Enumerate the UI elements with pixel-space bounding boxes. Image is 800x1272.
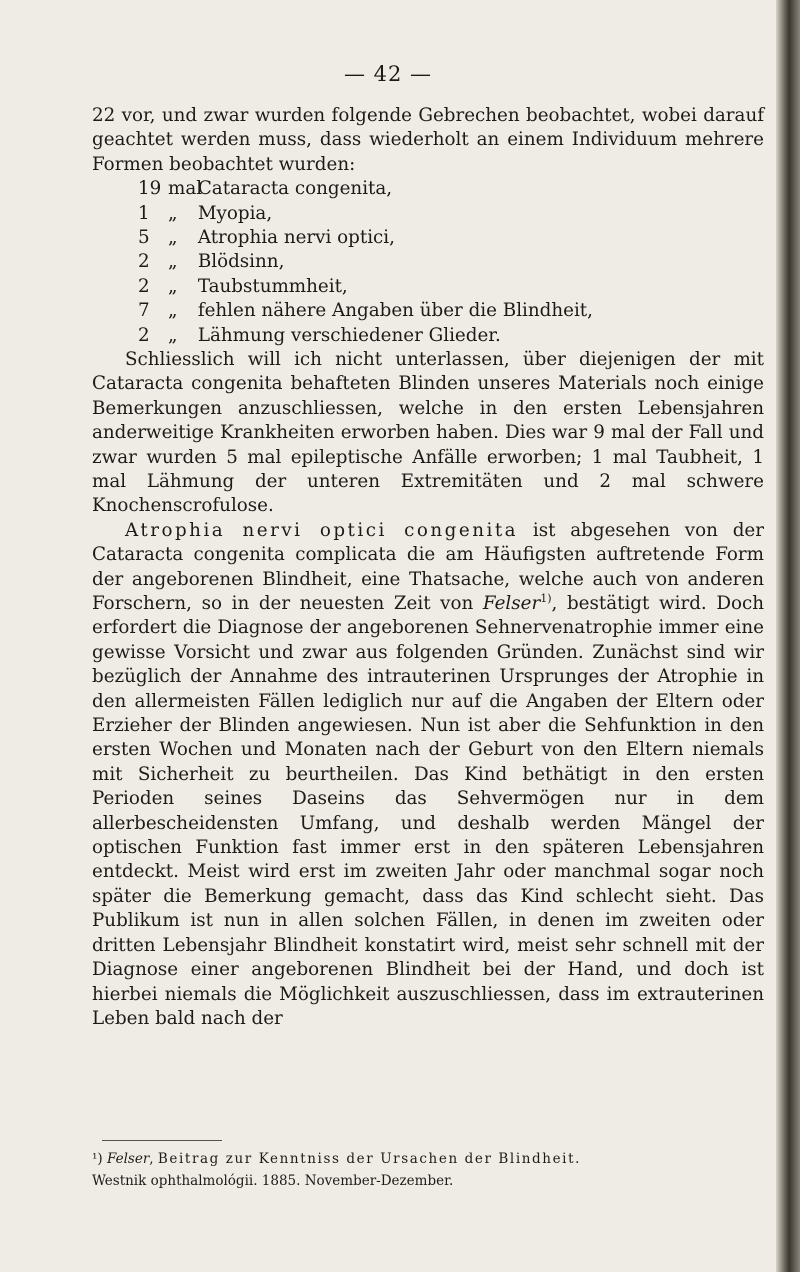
list-text: fehlen nähere Angaben über die Blindheit, [197, 300, 593, 322]
list-item [138, 177, 764, 201]
footnote-line-1: ¹) Felser, Beitrag zur Kenntniss der Ursachen der Blindheit. [92, 1151, 582, 1167]
conclusion-paragraph: Schliesslich will ich nicht unterlassen, über diejenigen der mit Cataracta congenita behafteten Blinden unseres Materials noch einige Bemerkungen anzuschliessen, welche in den ersten Lebensjahren anderweitige Krankheiten erworben haben. Dies war 9 mal der Fall und zwar wurden 5 mal epileptische Anfälle erworben; 1 mal Taubheit, 1 mal Lähmung der unteren Extremitäten und 2 mal schwere Knochenscrofulose. [92, 348, 764, 517]
list-text: Cataracta congenita, [197, 178, 393, 200]
defect-list [138, 177, 764, 348]
footnote [92, 1148, 764, 1192]
author-citation: Felser [482, 593, 541, 615]
list-count: 2 [138, 324, 150, 346]
atrophy-text-1: ist abgesehen von der Cataracta congenita complicata die am Häufigsten auftretende Form der angeborenen Blindheit, eine Thatsache, welche auch von anderen Forschern, so in der neuesten Zeit von [92, 519, 764, 615]
atrophy-text-2: , bestätigt wird. Doch erfordert die Diagnose der angeborenen Sehnervenatrophie immer eine gewisse Vorsicht und zwar aus folgenden Gründen. Zunächst sind wir bezüglich der Annahme des intrauterinen Ursprunges der Atrophie in den allermeisten Fällen lediglich nur auf die Angaben der Eltern oder Erzieher der Blinden angewiesen. Nun ist aber die Sehfunktion in den ersten Wochen und Monaten nach der Geburt von den Eltern niemals mit Sicherheit zu beurtheilen. Das Kind bethätigt in den ersten Perioden seines Daseins das Sehvermögen nur in dem allerbescheidensten Umfang, und deshalb werden Mängel der optischen Funktion fast immer erst in den späteren Lebensjahren entdeckt. Meist wird erst im zweiten Jahr oder manchmal sogar noch später die Bemerkung gemacht, dass das Kind schlecht sieht. Das Publikum ist nun in allen solchen Fällen, in denen im zweiten oder dritten Lebensjahr Blindheit konstatirt wird, meist sehr schnell mit der Diagnose einer angeborenen Blindheit bei der Hand, und doch ist hierbei niemals die Möglichkeit auszuschliessen, dass im extrauterinen Leben bald nach der [92, 593, 765, 1029]
footnote-title: Beitrag zur Kenntniss der Ursachen der Blindheit. [157, 1151, 582, 1167]
atrophy-heading: Atrophia nervi optici congenita [125, 519, 519, 541]
list-item [138, 324, 764, 348]
list-count: 2 [138, 251, 150, 273]
atrophy-paragraph [92, 519, 764, 1032]
list-item [138, 226, 764, 250]
list-item [138, 299, 764, 323]
body-text [92, 104, 764, 1031]
list-text: Atrophia nervi optici, [197, 227, 395, 248]
list-mark: „ [168, 324, 178, 346]
list-text: Myopia, [197, 202, 273, 224]
page-number: — 42 — [343, 62, 433, 86]
footnote-author: Felser [106, 1151, 150, 1167]
list-count: 19 [138, 178, 162, 200]
list-text: Lähmung verschiedener Glieder. [197, 324, 501, 346]
list-mark: „ [168, 275, 178, 297]
list-item [138, 250, 764, 274]
list-count: 7 [138, 300, 150, 322]
book-spine-edge [776, 0, 800, 1272]
list-mark: mal [168, 178, 203, 200]
list-text: Blödsinn, [197, 251, 285, 273]
intro-paragraph: 22 vor, und zwar wurden folgende Gebrechen beobachtet, wobei darauf geachtet werden muss, dass wiederholt an einem Individuum mehrere Formen beobachtet wurden: [92, 105, 764, 175]
footnote-reference: 1) [540, 591, 552, 605]
list-count: 1 [138, 202, 150, 224]
list-text: Taubstummheit, [197, 275, 348, 297]
list-count: 5 [138, 227, 150, 248]
footnote-line-2: Westnik ophthalmológii. 1885. November-Dezember. [92, 1173, 454, 1189]
list-mark: „ [168, 251, 178, 273]
list-mark: „ [168, 202, 178, 224]
footnote-marker: ¹) [92, 1151, 103, 1167]
footnote-divider [102, 1140, 222, 1141]
list-item [138, 275, 764, 299]
list-mark: „ [168, 227, 178, 248]
list-item [138, 202, 764, 226]
list-count: 2 [138, 275, 150, 297]
list-mark: „ [168, 300, 178, 322]
